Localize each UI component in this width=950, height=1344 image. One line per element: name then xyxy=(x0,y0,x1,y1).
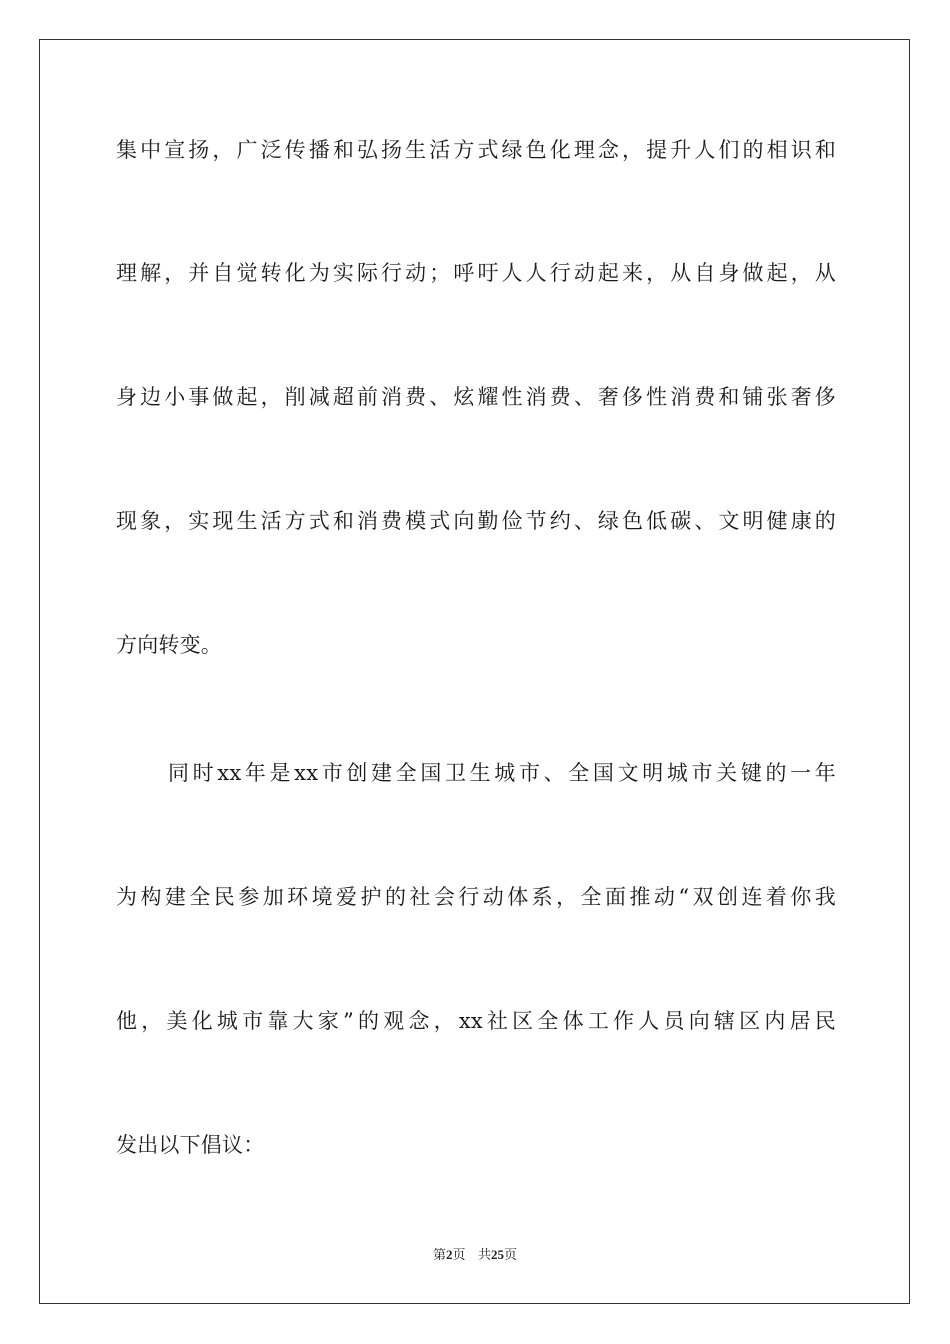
text-line: 同时xx年是xx市创建全国卫生城市、全国文明城市关键的一年 xyxy=(168,761,836,785)
total-pages: 25 xyxy=(490,1247,504,1262)
page-prefix: 第 xyxy=(433,1248,447,1263)
text-line: 集中宣扬，广泛传播和弘扬生活方式绿色化理念，提升人们的相识和 xyxy=(116,138,836,162)
text-line: 理解，并自觉转化为实际行动；呼吁人人行动起来，从自身做起，从 xyxy=(116,261,836,285)
text-line: 现象，实现生活方式和消费模式向勤俭节约、绿色低碳、文明健康的 xyxy=(116,509,836,533)
total-prefix: 共 xyxy=(477,1248,491,1263)
total-suffix: 页 xyxy=(503,1248,517,1263)
text-line: 他，美化城市靠大家”的观念，xx社区全体工作人员向辖区内居民 xyxy=(116,1009,836,1033)
text-line: 身边小事做起，削减超前消费、炫耀性消费、奢侈性消费和铺张奢侈 xyxy=(116,385,836,409)
text-line: 为构建全民参加环境爱护的社会行动体系，全面推动“双创连着你我 xyxy=(116,885,836,909)
page-suffix: 页 xyxy=(452,1248,466,1263)
text-line: 发出以下倡议： xyxy=(116,1133,265,1157)
page-number: 2 xyxy=(446,1247,453,1262)
page-footer xyxy=(0,1246,950,1265)
text-line: 方向转变。 xyxy=(116,633,222,657)
page-border xyxy=(39,39,910,1304)
